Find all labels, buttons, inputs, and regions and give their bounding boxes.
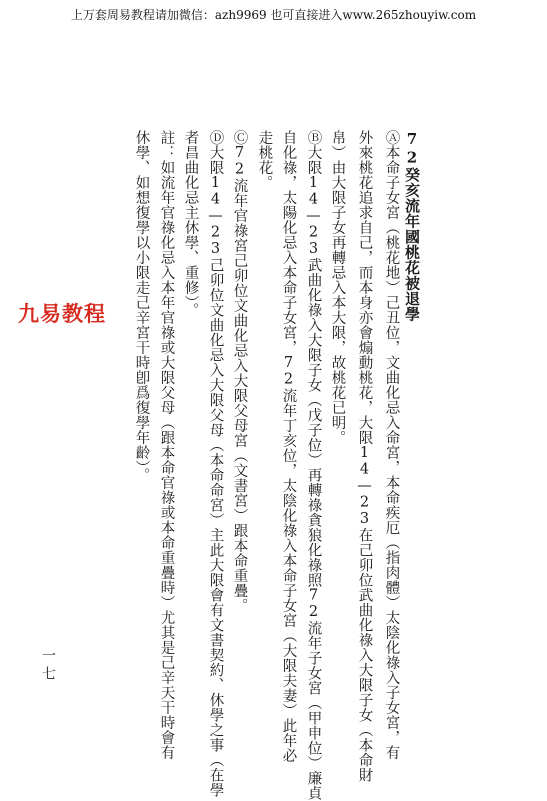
page-header-banner: 上万套周易教程请加微信：azh9969 也可直接进入www.265zhouyiw.com: [70, 8, 477, 22]
text-column-6: 走桃花。: [256, 130, 273, 190]
text-column-11: 休學、如想復學以小限走己辛宮干時卽爲復學年齡）。: [133, 130, 150, 483]
text-column-8: Ⓓ大限14—23己卯位文曲化忌入大限父母（本命命宮）主此大限會有文書契約、休學之事（在學: [207, 130, 224, 798]
text-column-7: Ⓒ72流年官祿宮己卯位文曲化忌入大限父母宮（文書宮）跟本命重疊。: [231, 130, 248, 613]
text-column-9: 者昌曲化忌主休學、重修）。: [182, 130, 199, 318]
text-column-5: 自化祿，太陽化忌入本命子女宮，72流年丁亥位，太陰化祿入本命子女宮（大限夫妻）此年必: [280, 130, 297, 763]
text-column-10: 註：如流年官祿化忌入本年官祿或大限父母（跟本命官祿或本命重疊時）尤其是己辛天干時會有: [158, 130, 175, 760]
page-number: 一七: [40, 648, 56, 684]
text-column-3: 帛）由大限子女再轉忌入本大限，故桃花已明。: [329, 130, 346, 445]
text-column-4: Ⓑ大限14—23武曲化祿入大限子女（戊子位）再轉祿貪狼化祿照72流年子女宮（甲申位）廉貞: [305, 130, 322, 801]
watermark-logo: 九易教程: [18, 302, 106, 326]
text-column-2: 外來桃花追求自己，而本身亦會煽動桃花，大限14—23在己卯位武曲化祿入大限子女（本命財: [356, 130, 373, 783]
section-title: 72癸亥流年國桃花被退學: [403, 130, 421, 322]
text-column-1: Ⓐ本命子女宮（桃花地）己丑位，文曲化忌入命宮，本命疾厄（指肉體）太陰化祿入子女宮，有: [383, 130, 400, 760]
